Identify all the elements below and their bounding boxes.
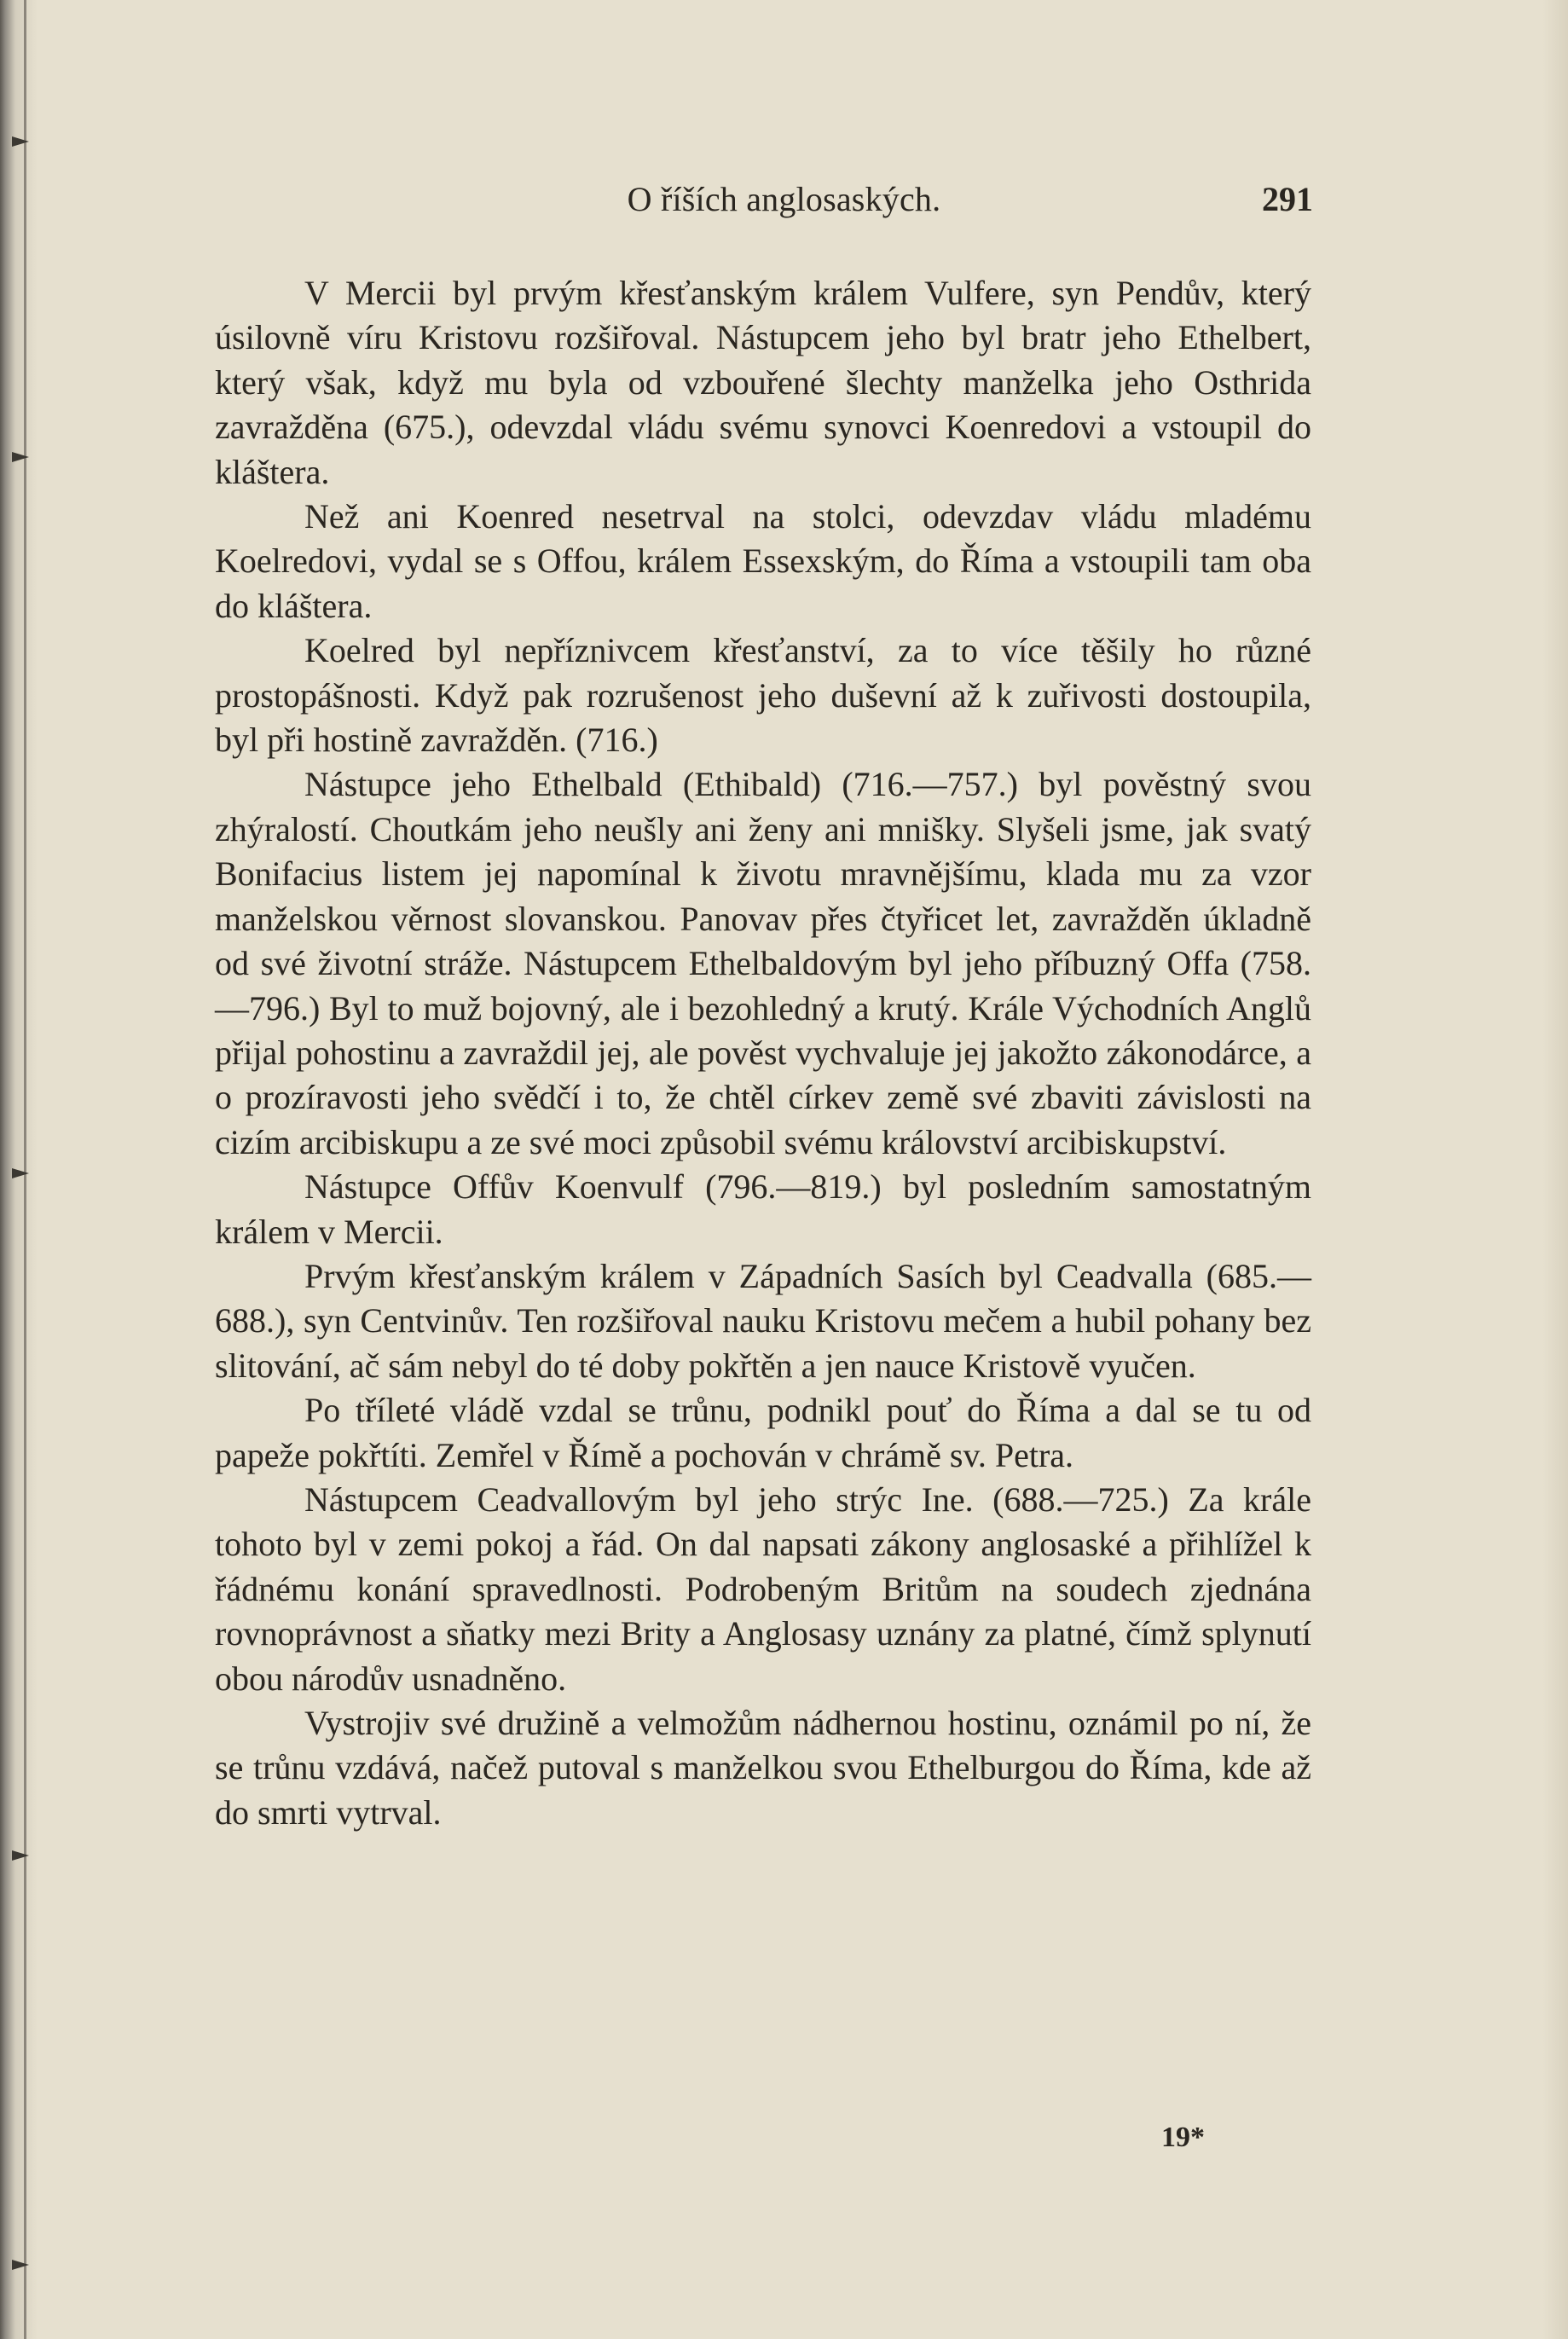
book-binding-shadow	[0, 0, 38, 2339]
paragraph: Nástupce Offův Koenvulf (796.—819.) byl posledním samostatným králem v Mercii.	[215, 1167, 1311, 1251]
paragraph: Než ani Koenred nesetrval na stolci, odevzdav vládu mladému Koelredovi, vydal se s Offou, králem Essexským, do Říma a vstoupili tam oba do kláštera.	[215, 497, 1311, 625]
running-title: O říších anglosaských.	[627, 180, 941, 218]
paragraph: Po tříleté vládě vzdal se trůnu, podnikl pouť do Říma a dal se tu od papeže pokřtíti. Zemřel v Římě a pochován v chrámě sv. Petra.	[215, 1391, 1311, 1474]
binding-tab-marker	[12, 1850, 29, 1861]
binding-tab-marker	[12, 2260, 29, 2270]
page-header	[0, 179, 1568, 230]
paragraph: Nástupcem Ceadvallovým byl jeho strýc Ine. (688.—725.) Za krále tohoto byl v zemi pokoj a řád. On dal napsati zákony anglosaské a přihlížel k řádnému konání spravedlnosti. Podrobeným Britům na soudech zjednána rovnoprávnost a sňatky mezi Brity a Anglosasy uznány za platné, čímž splynutí obou národův usnadněno.	[215, 1479, 1311, 1698]
signature-mark: 19*	[1161, 2122, 1205, 2153]
binding-edge-line	[24, 0, 26, 2339]
paragraph: Vystrojiv své družině a velmožům nádhernou hostinu, oznámil po ní, že se trůnu vzdává, načež putoval s manželkou svou Ethelburgou do Říma, kde až do smrti vytrval.	[215, 1704, 1311, 1832]
page-right-edge	[1542, 0, 1568, 2339]
binding-tab-marker	[12, 452, 29, 462]
paragraph: Prvým křesťanským králem v Západních Sasích byl Ceadvalla (685.—688.), syn Centvinův. Ten rozšiřoval nauku Kristovu mečem a hubil pohany bez slitování, ač sám nebyl do té doby pokřtěn a jen nauce Kristově vyučen.	[215, 1256, 1311, 1385]
paragraph: V Mercii byl prvým křesťanským králem Vulfere, syn Pendův, který úsilovně víru Kristovu rozšiřoval. Nástupcem jeho byl bratr jeho Ethelbert, který však, když mu byla od vzbouřené šlechty manželka jeho Osthrida zavražděna (675.), odevzdal vládu svému synovci Koenredovi a vstoupil do kláštera.	[215, 274, 1311, 491]
paragraph: Nástupce jeho Ethelbald (Ethibald) (716.—757.) byl pověstný svou zhýralostí. Choutkám jeho neušly ani ženy ani mnišky. Slyšeli jsme, jak svatý Bonifacius listem jej napomínal k životu mravnějšímu, klada mu za vzor manželskou věrnost slovanskou. Panovav přes čtyřicet let, zavražděn úkladně od své životní stráže. Nástupcem Ethelbaldovým byl jeho příbuzný Offa (758.—796.) Byl to muž bojovný, ale i bezohledný a krutý. Krále Východních Anglů přijal pohostinu a zavraždil jej, ale pověst vychvaluje jej jakožto zákonodárce, a o prozíravosti jeho svědčí i to, že chtěl církev země své zbaviti závislosti na cizím arcibiskupu a ze své moci způsobil svému království arcibiskupství.	[215, 765, 1311, 1161]
binding-tab-marker	[12, 136, 29, 147]
binding-tab-marker	[12, 1168, 29, 1178]
page-number: 291	[1262, 180, 1313, 218]
paragraph: Koelred byl nepříznivcem křesťanství, za to více těšily ho různé prostopášnosti. Když pak rozrušenost jeho duševní až k zuřivosti dostoupila, byl při hostině zavražděn. (716.)	[215, 631, 1311, 760]
body-text	[215, 271, 1311, 1835]
